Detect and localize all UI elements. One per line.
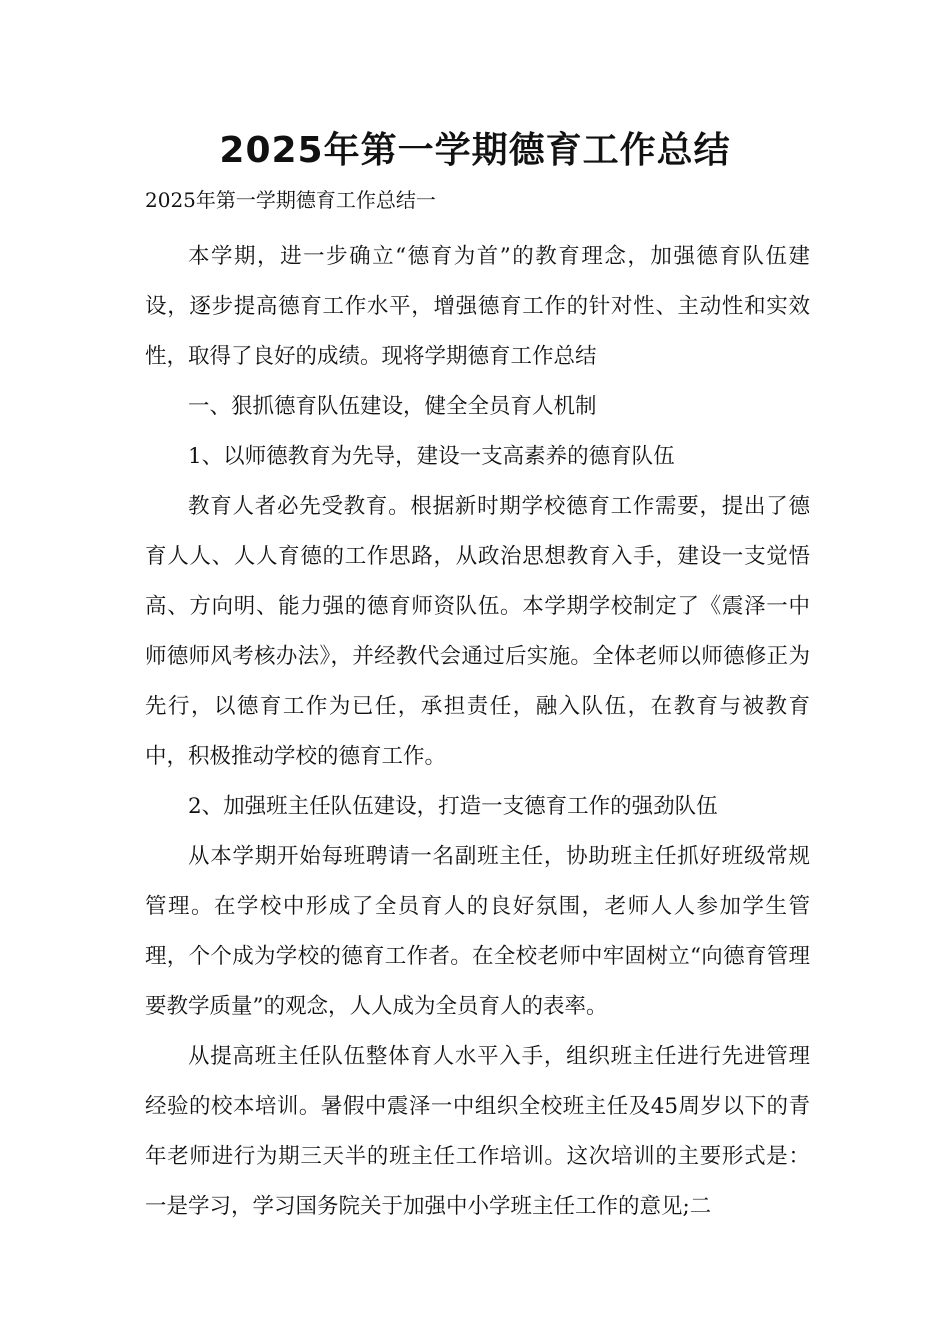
document-body	[145, 232, 810, 1232]
section-heading: 1、以师德教育为先导，建设一支高素养的德育队伍	[188, 444, 675, 469]
body-paragraph: 教育人者必先受教育。根据新时期学校德育工作需要，提出了德育人人、人人育德的工作思路，从政治思想教育入手，建设一支觉悟高、方向明、能力强的德育师资队伍。本学期学校制定了《震泽一中师德师风考核办法》，并经教代会通过后实施。全体老师以师德修正为先行，以德育工作为已任，承担责任，融入队伍，在教育与被教育中，积极推动学校的德育工作。	[145, 494, 810, 769]
body-paragraph: 本学期，进一步确立“德育为首”的教育理念，加强德育队伍建设，逐步提高德育工作水平，增强德育工作的针对性、主动性和实效性，取得了良好的成绩。现将学期德育工作总结	[145, 244, 810, 369]
section-heading: 2、加强班主任队伍建设，打造一支德育工作的强劲队伍	[188, 794, 718, 819]
body-paragraph: 从提高班主任队伍整体育人水平入手，组织班主任进行先进管理经验的校本培训。暑假中震泽一中组织全校班主任及45周岁以下的青年老师进行为期三天半的班主任工作培训。这次培训的主要形式是：一是学习，学习国务院关于加强中小学班主任工作的意见;二	[145, 1044, 810, 1219]
document-subtitle: 2025年第一学期德育工作总结一	[145, 188, 436, 212]
document-title: 2025年第一学期德育工作总结	[219, 130, 731, 171]
body-paragraph: 从本学期开始每班聘请一名副班主任，协助班主任抓好班级常规管理。在学校中形成了全员育人的良好氛围，老师人人参加学生管理，个个成为学校的德育工作者。在全校老师中牢固树立“向德育管理要教学质量”的观念，人人成为全员育人的表率。	[145, 844, 810, 1019]
section-heading: 一、狠抓德育队伍建设，健全全员育人机制	[188, 394, 597, 419]
